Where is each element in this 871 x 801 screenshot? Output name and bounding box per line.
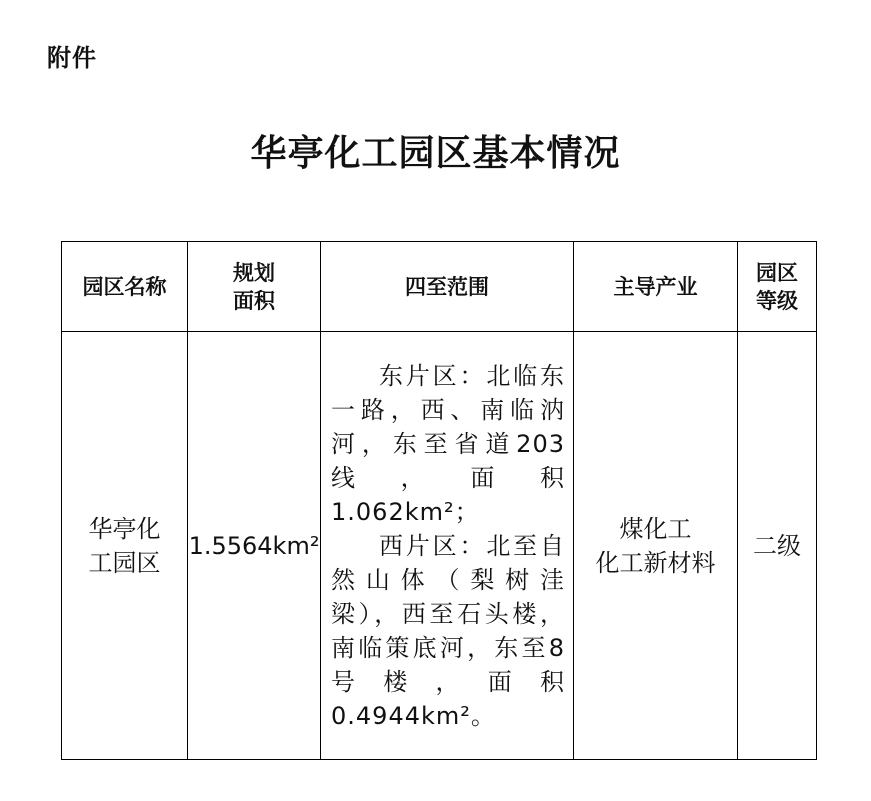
cell-leading-industry	[574, 332, 738, 760]
header-park-grade-line1: 园区	[756, 260, 798, 285]
header-park-grade-line2: 等级	[756, 288, 798, 313]
cell-park-name-line2: 工园区	[88, 548, 161, 577]
cell-park-grade: 二级	[738, 332, 817, 760]
header-park-name	[62, 242, 188, 332]
industry-item: 化工新材料	[595, 548, 716, 577]
range-west-section: 西片区：北至自然山体（梨树洼梁），西至石头楼，南临策底河，东至8号楼，面积0.4944km²。	[331, 531, 565, 730]
header-planned-area-line1: 规划	[233, 260, 275, 285]
table-row	[62, 332, 817, 760]
header-planned-area-line2: 面积	[233, 288, 275, 313]
header-boundary-range-text: 四至范围	[405, 274, 489, 299]
cell-park-name-line1: 华亭化	[88, 514, 161, 543]
header-leading-industry	[574, 242, 738, 332]
cell-planned-area: 1.5564km²	[188, 332, 321, 760]
attachment-label: 附件	[47, 44, 97, 72]
header-park-grade	[738, 242, 817, 332]
cell-park-name	[62, 332, 188, 760]
industry-item: 煤化工	[619, 514, 692, 543]
park-info-table	[61, 241, 817, 760]
header-boundary-range	[321, 242, 574, 332]
table-header-row	[62, 242, 817, 332]
header-leading-industry-text: 主导产业	[613, 274, 698, 299]
range-east-section: 东片区：北临东一路，西、南临汭河，东至省道203线，面积1.062km²；	[331, 361, 565, 526]
cell-boundary-range	[321, 332, 574, 760]
header-park-name-text: 园区名称	[82, 274, 167, 299]
document-title: 华亭化工园区基本情况	[250, 132, 621, 174]
header-planned-area	[188, 242, 321, 332]
